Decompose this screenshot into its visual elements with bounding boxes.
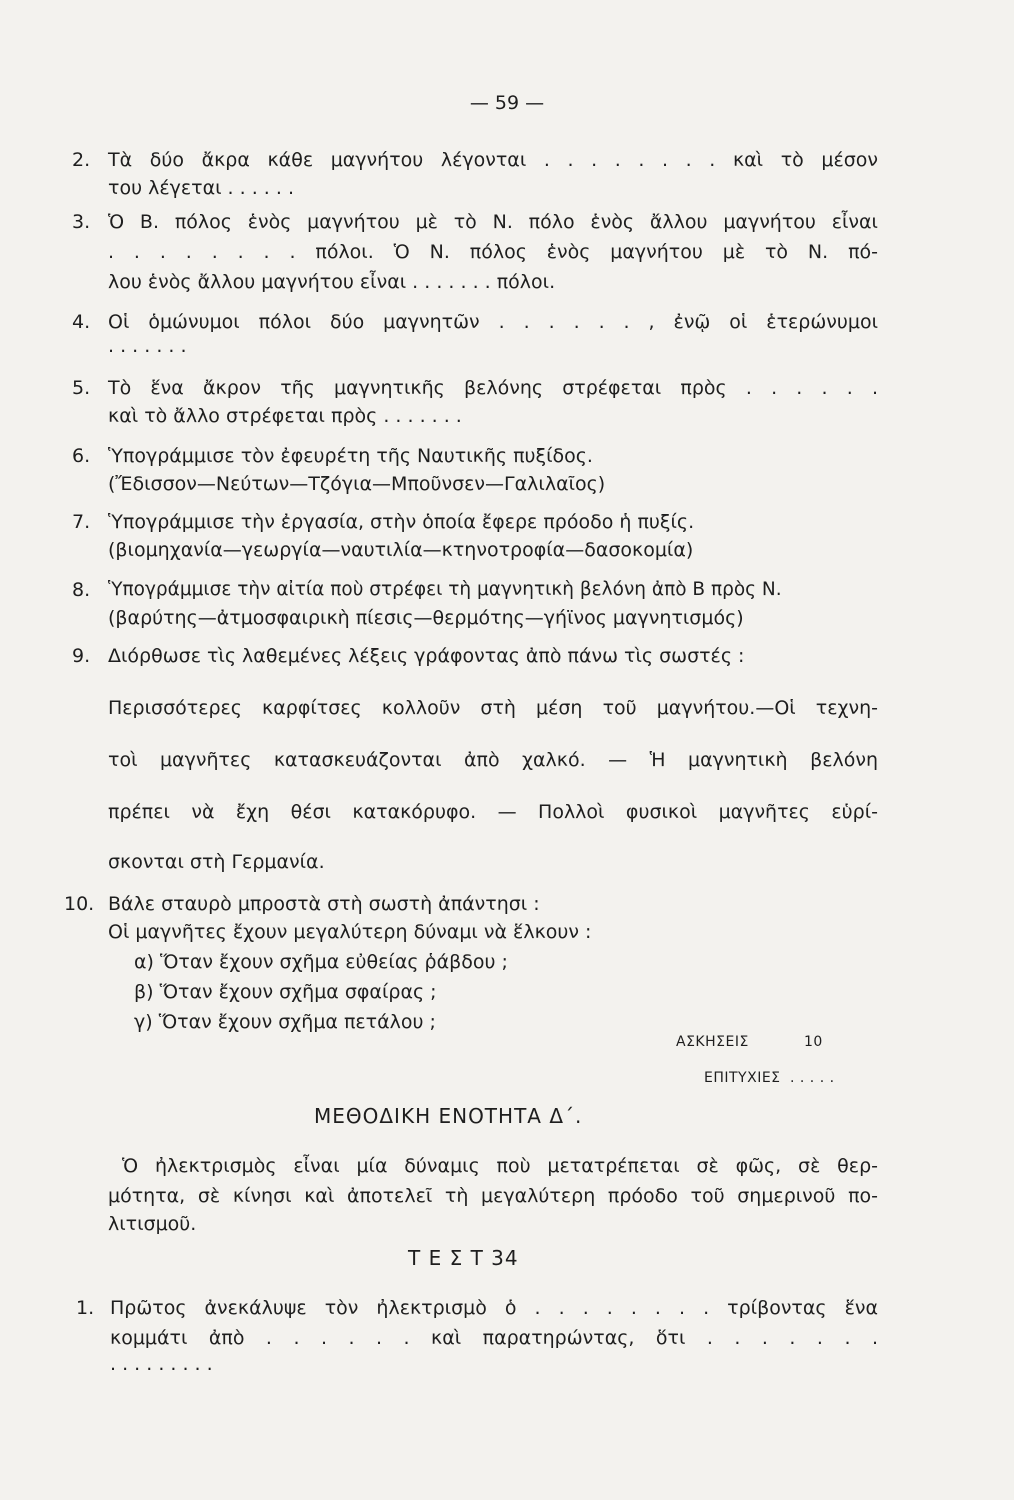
paragraph-line: μότητα, σὲ κίνησι καὶ ἀποτελεῖ τὴ μεγαλύτερη πρόοδο τοῦ σημερινοῦ πο- xyxy=(108,1185,878,1207)
question-number: 8. xyxy=(72,579,91,601)
question-number: 3. xyxy=(72,211,91,233)
question-text-line: καὶ τὸ ἄλλο στρέφεται πρὸς . . . . . . . xyxy=(108,405,462,427)
question-number: 4. xyxy=(72,311,91,333)
question-text-line: κομμάτι ἀπὸ . . . . . . καὶ παρατηρώντας, ὅτι . . . . . . . xyxy=(110,1327,878,1349)
question-text-line: Ὁ Β. πόλος ἑνὸς μαγνήτου μὲ τὸ Ν. πόλο ἑνὸς ἄλλου μαγνήτου εἶναι xyxy=(108,211,878,233)
exercises-label: ΑΣΚΗΣΕΙΣ xyxy=(676,1034,749,1050)
question-text-line: . . . . . . . . πόλοι. Ὁ Ν. πόλος ἑνὸς μαγνήτου μὲ τὸ Ν. πό- xyxy=(108,241,878,263)
question-text-line: Ὑπογράμμισε τὸν ἐφευρέτη τῆς Ναυτικῆς πυξίδος. xyxy=(108,445,593,467)
answer-option-b: β) Ὅταν ἔχουν σχῆμα σφαίρας ; xyxy=(134,981,437,1003)
question-text-line: λου ἑνὸς ἄλλου μαγνήτου εἶναι . . . . . . . πόλοι. xyxy=(108,271,556,293)
question-text-line: Τὸ ἕνα ἄκρον τῆς μαγνητικῆς βελόνης στρέφεται πρὸς . . . . . . xyxy=(108,377,878,399)
section-title: ΜΕΘΟΔΙΚΗ ΕΝΟΤΗΤΑ Δ΄. xyxy=(314,1104,583,1128)
question-text-line: (βαρύτης—ἀτμοσφαιρικὴ πίεσις—θερμότης—γήϊνος μαγνητισμός) xyxy=(108,607,744,629)
question-number: 10. xyxy=(64,893,95,915)
question-text-line: Διόρθωσε τὶς λαθεμένες λέξεις γράφοντας ἀπὸ πάνω τὶς σωστές : xyxy=(108,645,745,667)
page-number: — 59 — xyxy=(469,92,545,114)
question-text-line: Τὰ δύο ἄκρα κάθε μαγνήτου λέγονται . . . . . . . . καὶ τὸ μέσον xyxy=(108,149,878,171)
question-text-line: σκονται στὴ Γερμανία. xyxy=(108,851,325,873)
test-title: Τ Ε Σ Τ 34 xyxy=(408,1246,519,1270)
question-text-line: Ὑπογράμμισε τὴν αἰτία ποὺ στρέφει τὴ μαγνητικὴ βελόνη ἀπὸ Β πρὸς Ν. xyxy=(108,579,782,600)
question-number: 2. xyxy=(72,149,91,171)
question-text-line: Περισσότερες καρφίτσες κολλοῦν στὴ μέση τοῦ μαγνήτου.—Οἱ τεχνη- xyxy=(108,697,878,719)
question-text-line: (βιομηχανία—γεωργία—ναυτιλία—κτηνοτροφία—δασοκομία) xyxy=(108,539,694,561)
question-text-line: Ὑπογράμμισε τὴν ἐργασία, στὴν ὁποία ἔφερε πρόοδο ἡ πυξίς. xyxy=(108,511,695,533)
successes-label: ΕΠΙΤΥΧΙΕΣ xyxy=(704,1070,781,1086)
question-number: 5. xyxy=(72,377,91,399)
question-number: 1. xyxy=(76,1297,95,1319)
question-number: 7. xyxy=(72,511,91,533)
question-text-line: του λέγεται . . . . . . xyxy=(108,177,294,199)
question-text-line: Πρῶτος ἀνεκάλυψε τὸν ἠλεκτρισμὸ ὁ . . . . . . . . τρίβοντας ἕνα xyxy=(110,1297,878,1319)
question-text-line: τοὶ μαγνῆτες κατασκευάζονται ἀπὸ χαλκό. — Ἡ μαγνητικὴ βελόνη xyxy=(108,749,878,771)
question-text-line: (Ἔδισσον—Νεύτων—Τζόγια—Μποῦνσεν—Γαλιλαῖος) xyxy=(108,473,606,495)
paragraph-line: λιτισμοῦ. xyxy=(108,1213,197,1235)
question-text-line: . . . . . . . xyxy=(108,335,187,357)
paragraph-line: Ὁ ἠλεκτρισμὸς εἶναι μία δύναμις ποὺ μετατρέπεται σὲ φῶς, σὲ θερ- xyxy=(122,1155,878,1177)
question-text-line: . . . . . . . . . xyxy=(110,1353,213,1375)
question-text-line: Οἱ μαγνῆτες ἔχουν μεγαλύτερη δύναμι νὰ ἕλκουν : xyxy=(108,921,592,943)
question-text-line: Βάλε σταυρὸ μπροστὰ στὴ σωστὴ ἀπάντησι : xyxy=(108,893,540,915)
question-text-line: Οἱ ὁμώνυμοι πόλοι δύο μαγνητῶν . . . . . . , ἐνῷ οἱ ἑτερώνυμοι xyxy=(108,311,878,333)
answer-option-c: γ) Ὅταν ἔχουν σχῆμα πετάλου ; xyxy=(134,1011,436,1033)
exercises-value: 10 xyxy=(804,1034,823,1050)
question-number: 9. xyxy=(72,645,91,667)
question-number: 6. xyxy=(72,445,91,467)
answer-option-a: α) Ὅταν ἔχουν σχῆμα εὐθείας ῥάβδου ; xyxy=(134,951,508,973)
question-text-line: πρέπει νὰ ἔχη θέσι κατακόρυφο. — Πολλοὶ φυσικοὶ μαγνῆτες εὑρί- xyxy=(108,801,878,823)
successes-value: . . . . . xyxy=(790,1070,835,1086)
